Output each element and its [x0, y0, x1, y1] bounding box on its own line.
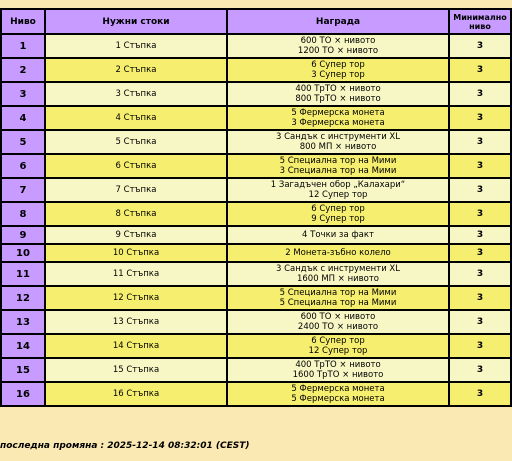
min-level-cell: 3 [449, 310, 511, 334]
reward-line: 600 ТО × нивото [300, 36, 376, 46]
table-row [1, 34, 511, 58]
table-row [1, 106, 511, 130]
reward-cell [227, 358, 449, 382]
required-cell: 1 Стъпка [45, 34, 227, 58]
required-cell: 11 Стъпка [45, 262, 227, 286]
required-cell: 9 Стъпка [45, 226, 227, 244]
min-level-cell: 3 [449, 244, 511, 262]
reward-cell [227, 34, 449, 58]
required-cell: 12 Стъпка [45, 286, 227, 310]
table-row [1, 130, 511, 154]
table-row [1, 334, 511, 358]
min-level-cell: 3 [449, 358, 511, 382]
level-cell: 12 [1, 286, 45, 310]
reward-cell [227, 244, 449, 262]
table-row [1, 262, 511, 286]
reward-line: 12 Супер тор [308, 190, 368, 200]
reward-line: 5 Фермерска монета [291, 394, 385, 404]
reward-line: 1200 ТО × нивото [297, 46, 379, 56]
table-row [1, 202, 511, 226]
table-row [1, 178, 511, 202]
reward-line: 3 Фермерска монета [291, 118, 385, 128]
reward-line: 4 Точки за факт [302, 230, 374, 240]
min-level-cell: 3 [449, 262, 511, 286]
reward-line: 5 Фермерска монета [291, 108, 385, 118]
reward-line: 400 ТрТО × нивото [295, 360, 381, 370]
min-level-cell: 3 [449, 130, 511, 154]
reward-line: 5 Специална тор на Мими [279, 156, 397, 166]
level-cell: 8 [1, 202, 45, 226]
reward-cell [227, 202, 449, 226]
required-cell: 5 Стъпка [45, 130, 227, 154]
reward-line: 5 Специална тор на Мими [279, 298, 397, 308]
table-row [1, 82, 511, 106]
reward-cell [227, 310, 449, 334]
level-cell: 15 [1, 358, 45, 382]
reward-line: 5 Специална тор на Мими [279, 288, 397, 298]
reward-line: 800 МП × нивото [299, 142, 377, 152]
reward-cell [227, 130, 449, 154]
table-row [1, 244, 511, 262]
reward-line: 2400 ТО × нивото [297, 322, 379, 332]
reward-line: 1 Загадъчен обор „Калахари“ [270, 180, 406, 190]
reward-line: 3 Сандък с инструменти XL [276, 132, 400, 142]
table-row [1, 310, 511, 334]
reward-line: 6 Супер тор [311, 336, 365, 346]
required-cell: 4 Стъпка [45, 106, 227, 130]
level-cell: 3 [1, 82, 45, 106]
min-level-cell: 3 [449, 226, 511, 244]
reward-line: 600 ТО × нивото [300, 312, 376, 322]
reward-line: 3 Специална тор на Мими [279, 166, 397, 176]
level-cell: 5 [1, 130, 45, 154]
reward-line: 6 Супер тор [311, 204, 365, 214]
reward-cell [227, 262, 449, 286]
table-header-row [1, 9, 511, 34]
rewards-table [0, 8, 512, 407]
reward-cell [227, 382, 449, 406]
level-cell: 6 [1, 154, 45, 178]
level-cell: 2 [1, 58, 45, 82]
last-modified: последна промяна : 2025-12-14 08:32:01 (CEST) [0, 441, 250, 451]
min-level-cell: 3 [449, 154, 511, 178]
reward-line: 400 ТрТО × нивото [295, 84, 381, 94]
level-cell: 14 [1, 334, 45, 358]
min-level-cell: 3 [449, 286, 511, 310]
level-cell: 9 [1, 226, 45, 244]
level-cell: 4 [1, 106, 45, 130]
reward-line: 3 Сандък с инструменти XL [276, 264, 400, 274]
reward-cell [227, 106, 449, 130]
table-row [1, 154, 511, 178]
level-cell: 11 [1, 262, 45, 286]
min-level-cell: 3 [449, 106, 511, 130]
reward-cell [227, 82, 449, 106]
required-cell: 3 Стъпка [45, 82, 227, 106]
table-row [1, 358, 511, 382]
reward-line: 800 ТрТО × нивото [295, 94, 381, 104]
required-cell: 16 Стъпка [45, 382, 227, 406]
level-cell: 7 [1, 178, 45, 202]
reward-cell [227, 58, 449, 82]
header-reward: Награда [227, 9, 449, 34]
min-level-cell: 3 [449, 382, 511, 406]
table-row [1, 286, 511, 310]
min-level-cell: 3 [449, 334, 511, 358]
reward-cell [227, 178, 449, 202]
min-level-cell: 3 [449, 82, 511, 106]
required-cell: 2 Стъпка [45, 58, 227, 82]
reward-line: 5 Фермерска монета [291, 384, 385, 394]
reward-line: 6 Супер тор [311, 60, 365, 70]
header-level: Ниво [1, 9, 45, 34]
required-cell: 10 Стъпка [45, 244, 227, 262]
reward-line: 1600 МП × нивото [296, 274, 380, 284]
level-cell: 13 [1, 310, 45, 334]
table-row [1, 382, 511, 406]
required-cell: 13 Стъпка [45, 310, 227, 334]
reward-cell [227, 334, 449, 358]
reward-cell [227, 226, 449, 244]
min-level-cell: 3 [449, 34, 511, 58]
level-cell: 16 [1, 382, 45, 406]
required-cell: 8 Стъпка [45, 202, 227, 226]
table-row [1, 58, 511, 82]
required-cell: 7 Стъпка [45, 178, 227, 202]
reward-line: 12 Супер тор [308, 346, 368, 356]
level-cell: 1 [1, 34, 45, 58]
table-body [1, 34, 511, 406]
reward-line: 9 Супер тор [311, 214, 365, 224]
required-cell: 6 Стъпка [45, 154, 227, 178]
min-level-cell: 3 [449, 202, 511, 226]
header-min-level: Минимално ниво [449, 9, 511, 34]
reward-line: 2 Монета-зъбно колело [285, 248, 391, 258]
header-required: Нужни стоки [45, 9, 227, 34]
required-cell: 14 Стъпка [45, 334, 227, 358]
reward-cell [227, 286, 449, 310]
level-cell: 10 [1, 244, 45, 262]
reward-line: 3 Супер тор [311, 70, 365, 80]
min-level-cell: 3 [449, 58, 511, 82]
required-cell: 15 Стъпка [45, 358, 227, 382]
reward-line: 1600 ТрТО × нивото [292, 370, 384, 380]
table-row [1, 226, 511, 244]
reward-cell [227, 154, 449, 178]
min-level-cell: 3 [449, 178, 511, 202]
